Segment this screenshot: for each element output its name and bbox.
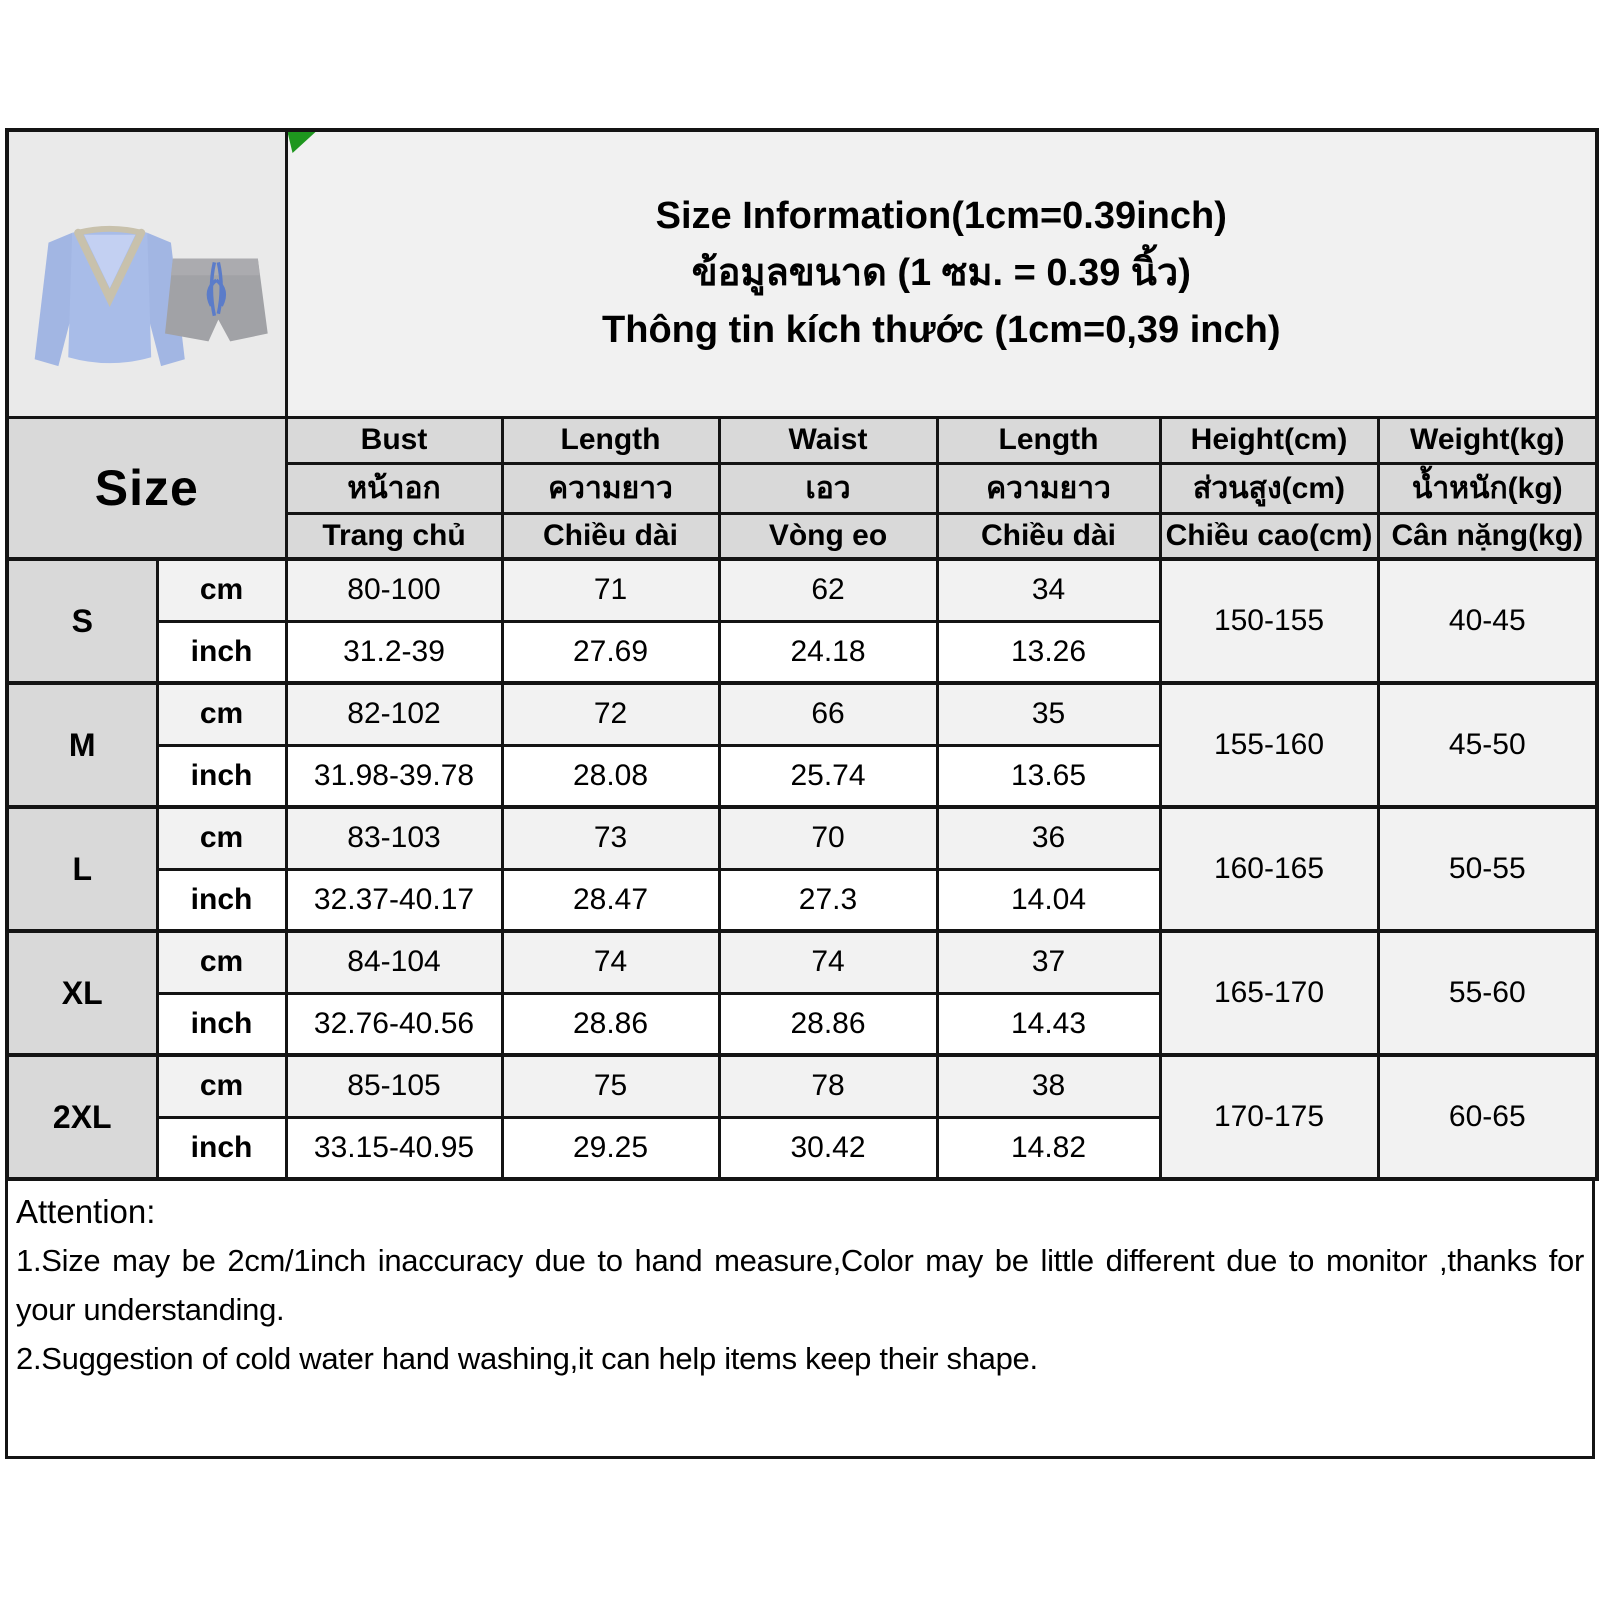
unit-inch-label: inch [157,621,286,683]
attention-heading: Attention: [16,1193,156,1230]
value-2xl-bust-inch: 33.15-40.95 [286,1117,502,1179]
value-xl-bust-inch: 32.76-40.56 [286,993,502,1055]
header-en-waist: Waist [719,417,937,463]
title-thai: ข้อมูลขนาด (1 ซม. = 0.39 นิ้ว) [691,252,1191,295]
unit-cm-label: cm [157,931,286,993]
title-cell [286,130,1597,417]
size-label-xl: XL [7,931,157,1055]
header-vi-weight: Cân nặng(kg) [1378,513,1597,559]
unit-inch-label: inch [157,1117,286,1179]
value-l-bust-inch: 32.37-40.17 [286,869,502,931]
header-vi-waist: Vòng eo [719,513,937,559]
value-s-height: 150-155 [1160,559,1378,683]
header-vi-height: Chiều cao(cm) [1160,513,1378,559]
value-m-length2-cm: 35 [937,683,1160,745]
value-s-waist-cm: 62 [719,559,937,621]
value-m-length-inch: 28.08 [502,745,719,807]
size-label-s: S [7,559,157,683]
value-l-length-inch: 28.47 [502,869,719,931]
value-s-length-cm: 71 [502,559,719,621]
header-th-weight: น้ำหนัก(kg) [1378,463,1597,513]
size-header: Size [7,417,286,559]
value-l-bust-cm: 83-103 [286,807,502,869]
header-vi-length: Chiều dài [502,513,719,559]
header-th-height: ส่วนสูง(cm) [1160,463,1378,513]
value-m-waist-cm: 66 [719,683,937,745]
value-xl-waist-inch: 28.86 [719,993,937,1055]
product-photo-illustration [9,132,285,416]
value-l-weight: 50-55 [1378,807,1597,931]
header-th-length2: ความยาว [937,463,1160,513]
value-xl-height: 165-170 [1160,931,1378,1055]
header-en-bust: Bust [286,417,502,463]
header-en-length2: Length [937,417,1160,463]
header-th-waist: เอว [719,463,937,513]
size-chart-table [5,128,1599,1181]
header-en-length: Length [502,417,719,463]
value-2xl-waist-inch: 30.42 [719,1117,937,1179]
product-photo [7,130,286,417]
header-th-length: ความยาว [502,463,719,513]
value-l-length2-cm: 36 [937,807,1160,869]
attention-note-1: 1.Size may be 2cm/1inch inaccuracy due to hand measure,Color may be little different due to monitor ,thanks for your understanding. [16,1243,1584,1327]
attention-box [5,1178,1595,1459]
value-xl-length-inch: 28.86 [502,993,719,1055]
value-m-height: 155-160 [1160,683,1378,807]
attention-note-2: 2.Suggestion of cold water hand washing,it can help items keep their shape. [16,1341,1038,1376]
unit-inch-label: inch [157,993,286,1055]
value-2xl-length-cm: 75 [502,1055,719,1117]
unit-cm-label: cm [157,559,286,621]
value-xl-bust-cm: 84-104 [286,931,502,993]
value-2xl-height: 170-175 [1160,1055,1378,1179]
header-th-bust: หน้าอก [286,463,502,513]
value-s-length2-inch: 13.26 [937,621,1160,683]
value-2xl-bust-cm: 85-105 [286,1055,502,1117]
value-s-weight: 40-45 [1378,559,1597,683]
unit-inch-label: inch [157,869,286,931]
value-l-length-cm: 73 [502,807,719,869]
value-s-waist-inch: 24.18 [719,621,937,683]
size-label-2xl: 2XL [7,1055,157,1179]
header-vi-bust: Trang chủ [286,513,502,559]
value-xl-length2-cm: 37 [937,931,1160,993]
title-english: Size Information(1cm=0.39inch) [655,195,1227,238]
value-m-weight: 45-50 [1378,683,1597,807]
unit-cm-label: cm [157,1055,286,1117]
value-m-waist-inch: 25.74 [719,745,937,807]
sweater-illustration [35,228,185,366]
cell-corner-flag-icon [288,132,316,153]
value-m-bust-inch: 31.98-39.78 [286,745,502,807]
value-2xl-length2-inch: 14.82 [937,1117,1160,1179]
value-2xl-length-inch: 29.25 [502,1117,719,1179]
value-2xl-weight: 60-65 [1378,1055,1597,1179]
title-vietnamese: Thông tin kích thước (1cm=0,39 inch) [602,309,1281,352]
value-l-height: 160-165 [1160,807,1378,931]
size-label-m: M [7,683,157,807]
value-m-length2-inch: 13.65 [937,745,1160,807]
value-s-length-inch: 27.69 [502,621,719,683]
value-m-length-cm: 72 [502,683,719,745]
header-en-weight: Weight(kg) [1378,417,1597,463]
value-l-waist-cm: 70 [719,807,937,869]
size-label-l: L [7,807,157,931]
value-xl-length-cm: 74 [502,931,719,993]
value-s-bust-inch: 31.2-39 [286,621,502,683]
unit-cm-label: cm [157,807,286,869]
value-xl-length2-inch: 14.43 [937,993,1160,1055]
value-l-length2-inch: 14.04 [937,869,1160,931]
value-l-waist-inch: 27.3 [719,869,937,931]
header-vi-length2: Chiều dài [937,513,1160,559]
unit-inch-label: inch [157,745,286,807]
value-s-bust-cm: 80-100 [286,559,502,621]
value-2xl-waist-cm: 78 [719,1055,937,1117]
header-en-height: Height(cm) [1160,417,1378,463]
value-s-length2-cm: 34 [937,559,1160,621]
value-2xl-length2-cm: 38 [937,1055,1160,1117]
value-xl-weight: 55-60 [1378,931,1597,1055]
value-xl-waist-cm: 74 [719,931,937,993]
value-m-bust-cm: 82-102 [286,683,502,745]
unit-cm-label: cm [157,683,286,745]
